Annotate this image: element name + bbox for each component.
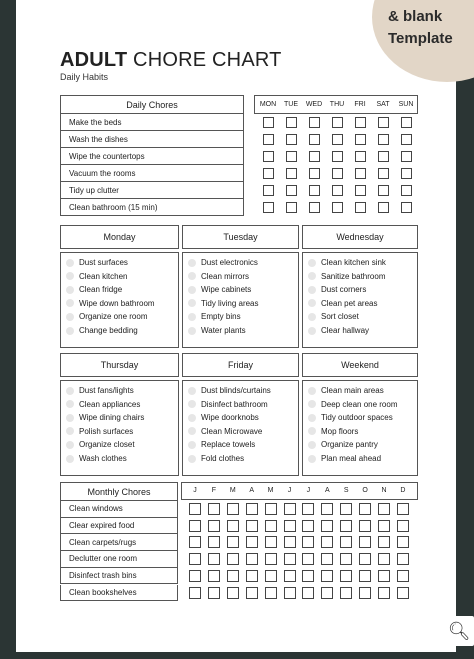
task-circle-icon[interactable] [66,455,74,463]
task-circle-icon[interactable] [308,272,316,280]
month-label: M [267,487,274,494]
daily-checkbox[interactable] [309,151,320,162]
task-circle-icon[interactable] [188,387,196,395]
title-rest: CHORE CHART [133,49,282,71]
weekly-task-item[interactable] [66,427,133,436]
monthly-checkbox[interactable] [397,520,409,532]
monthly-checkbox[interactable] [378,553,390,565]
monthly-checkbox[interactable] [359,520,371,532]
weekly-task-item[interactable] [308,386,384,395]
daily-checkbox[interactable] [309,117,320,128]
weekly-task-item[interactable] [188,386,271,395]
panel-header-thursday: Thursday [60,353,179,377]
monthly-checkbox[interactable] [189,536,201,548]
daily-checkbox[interactable] [401,134,412,145]
panel-header-weekend: Weekend [302,353,418,377]
monthly-checkbox[interactable] [227,553,239,565]
monthly-checkbox[interactable] [246,520,258,532]
daily-checkbox[interactable] [286,151,297,162]
daily-checkbox[interactable] [332,168,343,179]
daily-checkbox[interactable] [286,117,297,128]
daily-checkbox[interactable] [401,151,412,162]
day-label-sat: SAT [376,101,390,108]
month-label: M [229,487,236,494]
task-label: Clean kitchen [79,271,128,281]
daily-checkbox[interactable] [355,117,366,128]
monthly-checkbox[interactable] [246,587,258,599]
daily-chores-header: Daily Chores [60,95,244,114]
task-circle-icon[interactable] [188,327,196,335]
monthly-checkbox[interactable] [284,587,296,599]
monthly-checkbox[interactable] [340,520,352,532]
task-circle-icon[interactable] [66,313,74,321]
daily-checkbox[interactable] [355,185,366,196]
weekly-task-item[interactable] [308,400,398,409]
weekly-task-item[interactable] [66,258,128,267]
task-circle-icon[interactable] [308,299,316,307]
month-label: S [343,487,349,494]
daily-checkbox[interactable] [309,202,320,213]
monthly-checkbox[interactable] [189,503,201,515]
task-circle-icon[interactable] [308,259,316,267]
panel-header-friday: Friday [182,353,299,377]
daily-checkbox[interactable] [378,202,389,213]
task-circle-icon[interactable] [188,427,196,435]
monthly-chore-row: Clear expired food [60,518,178,535]
monthly-checkbox[interactable] [321,587,333,599]
monthly-checkbox[interactable] [265,503,277,515]
daily-checkbox[interactable] [401,202,412,213]
task-label: Clean pet areas [321,298,378,308]
monthly-checkbox[interactable] [265,570,277,582]
task-circle-icon[interactable] [308,327,316,335]
month-label: D [400,487,406,494]
task-circle-icon[interactable] [188,455,196,463]
daily-checkbox[interactable] [309,134,320,145]
daily-checkbox[interactable] [332,185,343,196]
monthly-checkbox[interactable] [302,587,314,599]
daily-checkbox[interactable] [332,202,343,213]
task-label: Dust surfaces [79,258,128,267]
monthly-checkbox[interactable] [284,553,296,565]
daily-chore-row: Clean bathroom (15 min) [60,199,244,216]
monthly-checkbox[interactable] [397,503,409,515]
daily-checkbox[interactable] [378,151,389,162]
task-label: Wipe dining chairs [79,413,145,423]
monthly-checkbox[interactable] [208,553,220,565]
daily-chore-row: Make the beds [60,114,244,131]
task-label: Clean Microwave [201,426,263,436]
weekly-task-item[interactable] [66,440,135,449]
monthly-checkbox[interactable] [321,503,333,515]
task-label: Wash clothes [79,454,127,463]
task-label: Wipe down bathroom [79,298,155,308]
weekly-task-item[interactable] [66,454,127,463]
day-label-fri: FRI [354,101,366,108]
daily-checkbox[interactable] [309,168,320,179]
monthly-checkbox[interactable] [246,570,258,582]
monthly-checkbox[interactable] [265,587,277,599]
daily-checkbox[interactable] [263,151,274,162]
weekly-task-item[interactable] [188,326,246,335]
task-circle-icon[interactable] [308,441,316,449]
daily-checkbox[interactable] [263,168,274,179]
panel-header-tuesday: Tuesday [182,225,299,249]
daily-checkbox[interactable] [309,185,320,196]
daily-checkbox[interactable] [286,202,297,213]
weekly-task-item[interactable] [308,326,369,335]
task-circle-icon[interactable] [188,299,196,307]
task-label: Tidy living areas [201,298,259,308]
weekly-task-item[interactable] [188,427,262,436]
weekly-task-item[interactable] [66,272,127,281]
day-label-sun: SUN [398,101,414,108]
month-label: J [306,487,311,494]
task-circle-icon[interactable] [308,414,316,422]
monthly-checkbox[interactable] [189,520,201,532]
task-label: Clear hallway [321,326,370,335]
task-label: Wipe doorknobs [201,413,259,423]
monthly-chore-row: Disinfect trash bins [60,568,178,585]
monthly-checkbox[interactable] [208,536,220,548]
page-subtitle: Daily Habits [60,72,109,82]
task-circle-icon[interactable] [188,400,196,408]
task-label: Sort closet [321,312,359,322]
daily-checkbox[interactable] [355,202,366,213]
task-circle-icon[interactable] [66,259,74,267]
monthly-checkbox[interactable] [284,520,296,532]
monthly-checkbox[interactable] [397,536,409,548]
task-circle-icon[interactable] [66,400,74,408]
weekly-task-item[interactable] [66,386,134,395]
daily-checkbox[interactable] [401,117,412,128]
monthly-checkbox[interactable] [359,503,371,515]
monthly-checkbox[interactable] [227,520,239,532]
task-circle-icon[interactable] [188,259,196,267]
monthly-checkbox[interactable] [302,520,314,532]
badge-text [388,6,474,50]
daily-checkbox[interactable] [286,168,297,179]
task-circle-icon[interactable] [66,441,74,449]
task-circle-icon[interactable] [66,286,74,294]
monthly-checkbox[interactable] [189,553,201,565]
task-circle-icon[interactable] [188,441,196,449]
daily-chore-row: Tidy up clutter [60,182,244,199]
task-label: Change bedding [79,326,138,335]
monthly-checkbox[interactable] [397,587,409,599]
monthly-checkbox[interactable] [208,570,220,582]
daily-checkbox[interactable] [263,202,274,213]
task-label: Dust fans/lights [79,386,134,395]
monthly-checkbox[interactable] [378,570,390,582]
daily-checkbox[interactable] [378,134,389,145]
day-label-tue: TUE [284,101,298,108]
daily-checkbox[interactable] [286,134,297,145]
month-label: N [381,487,387,494]
task-label: Sanitize bathroom [321,271,386,281]
monthly-checkbox[interactable] [227,536,239,548]
monthly-checkbox[interactable] [265,536,277,548]
weekly-task-item[interactable] [188,400,268,409]
task-circle-icon[interactable] [66,327,74,335]
task-circle-icon[interactable] [66,414,74,422]
task-label: Plan meal ahead [321,454,382,463]
weekly-task-item[interactable] [66,285,122,294]
weekly-task-item[interactable] [308,272,385,281]
weekly-task-item[interactable] [188,258,258,267]
task-label: Organize pantry [321,440,378,450]
monthly-chore-row: Clean bookshelves [60,585,178,602]
monthly-checkbox[interactable] [340,503,352,515]
monthly-checkbox[interactable] [340,570,352,582]
task-circle-icon[interactable] [66,299,74,307]
daily-chore-row: Wipe the countertops [60,148,244,165]
monthly-checkbox[interactable] [265,553,277,565]
task-label: Dust electronics [201,258,258,267]
weekly-task-item[interactable] [188,454,244,463]
monthly-checkbox[interactable] [321,570,333,582]
weekly-task-item[interactable] [188,299,259,308]
task-label: Polish surfaces [79,426,134,436]
badge-line-1: & blank [388,8,443,25]
task-label: Empty bins [201,312,241,322]
daily-checkbox[interactable] [401,168,412,179]
monthly-checkbox[interactable] [321,536,333,548]
weekly-task-item[interactable] [308,285,366,294]
weekly-task-item[interactable] [308,427,358,436]
monthly-checkbox[interactable] [302,553,314,565]
task-label: Disinfect bathroom [201,399,268,409]
panel-header-wednesday: Wednesday [302,225,418,249]
weekly-task-item[interactable] [188,440,255,449]
task-circle-icon[interactable] [308,387,316,395]
monthly-checkbox[interactable] [189,570,201,582]
weekly-task-item[interactable] [66,312,147,321]
monthly-checkbox[interactable] [246,553,258,565]
task-circle-icon[interactable] [188,286,196,294]
task-circle-icon[interactable] [308,427,316,435]
daily-checkbox[interactable] [332,117,343,128]
task-label: Dust blinds/curtains [201,386,271,395]
task-label: Mop floors [321,426,359,436]
monthly-checkbox[interactable] [302,536,314,548]
search-zoom-icon[interactable]: 🔍︎ [444,616,474,646]
monthly-checkbox[interactable] [227,587,239,599]
monthly-checkbox[interactable] [246,536,258,548]
daily-checkbox[interactable] [401,185,412,196]
weekly-task-item[interactable] [308,413,393,422]
monthly-checkbox[interactable] [340,553,352,565]
daily-checkbox[interactable] [263,117,274,128]
month-label: F [211,487,217,494]
weekly-task-item[interactable] [188,272,249,281]
monthly-checkbox[interactable] [340,536,352,548]
task-label: Clean appliances [79,399,141,409]
task-label: Deep clean one room [321,399,398,409]
daily-checkbox[interactable] [355,151,366,162]
monthly-checkbox[interactable] [227,503,239,515]
weekly-task-item[interactable] [66,326,138,335]
task-circle-icon[interactable] [308,313,316,321]
daily-chore-row: Vacuum the rooms [60,165,244,182]
task-label: Clean kitchen sink [321,258,386,267]
task-label: Fold clothes [201,454,245,463]
monthly-checkbox[interactable] [359,570,371,582]
daily-checkbox[interactable] [263,185,274,196]
daily-checkbox[interactable] [263,134,274,145]
daily-chore-row: Wash the dishes [60,131,244,148]
monthly-checkbox[interactable] [208,503,220,515]
daily-checkbox[interactable] [355,168,366,179]
weekly-task-item[interactable] [308,258,386,267]
monthly-checkbox[interactable] [321,520,333,532]
monthly-checkbox[interactable] [246,503,258,515]
panel-header-monday: Monday [60,225,179,249]
task-label: Tidy outdoor spaces [321,413,393,423]
monthly-chore-row: Clean windows [60,501,178,518]
task-label: Organize one room [79,312,148,322]
task-label: Water plants [201,326,246,335]
task-circle-icon[interactable] [188,313,196,321]
weekly-task-item[interactable] [308,454,381,463]
monthly-checkbox[interactable] [284,570,296,582]
monthly-checkbox[interactable] [378,503,390,515]
weekly-task-item[interactable] [66,400,140,409]
monthly-checkbox[interactable] [359,587,371,599]
monthly-checkbox[interactable] [359,536,371,548]
monthly-checkbox[interactable] [189,587,201,599]
badge-line-2: Template [388,30,453,47]
weekly-task-item[interactable] [308,440,378,449]
task-circle-icon[interactable] [308,400,316,408]
weekly-task-item[interactable] [66,299,155,308]
task-label: Organize closet [79,440,135,450]
daily-checkbox[interactable] [378,185,389,196]
page-title [60,49,282,72]
day-label-mon: MON [259,101,277,108]
task-circle-icon[interactable] [308,286,316,294]
task-circle-icon[interactable] [188,272,196,280]
task-label: Clean fridge [79,285,123,295]
weekly-task-item[interactable] [188,285,251,294]
daily-checkbox[interactable] [332,151,343,162]
task-circle-icon[interactable] [308,455,316,463]
monthly-chore-row: Declutter one room [60,551,178,568]
monthly-checkbox[interactable] [208,520,220,532]
weekly-task-item[interactable] [66,413,144,422]
daily-checkbox[interactable] [378,117,389,128]
daily-checkbox[interactable] [286,185,297,196]
task-label: Wipe cabinets [201,285,252,295]
monthly-checkbox[interactable] [302,503,314,515]
monthly-checkbox[interactable] [227,570,239,582]
monthly-chore-row: Clean carpets/rugs [60,534,178,551]
weekly-task-item[interactable] [188,312,241,321]
day-label-wed: WED [305,101,323,108]
monthly-checkbox[interactable] [302,570,314,582]
monthly-checkbox[interactable] [359,553,371,565]
monthly-checkbox[interactable] [340,587,352,599]
task-label: Clean main areas [321,386,384,395]
monthly-checkbox[interactable] [397,553,409,565]
month-label: A [324,487,330,494]
weekly-task-item[interactable] [188,413,259,422]
task-label: Replace towels [201,440,256,450]
monthly-checkbox[interactable] [378,520,390,532]
daily-checkbox[interactable] [378,168,389,179]
monthly-checkbox[interactable] [321,553,333,565]
task-label: Dust corners [321,285,367,295]
monthly-checkbox[interactable] [265,520,277,532]
title-bold: ADULT [60,49,128,71]
weekly-task-item[interactable] [308,312,359,321]
month-label: A [249,487,255,494]
task-circle-icon[interactable] [188,414,196,422]
monthly-checkbox[interactable] [378,587,390,599]
monthly-checkbox[interactable] [284,503,296,515]
monthly-checkbox[interactable] [397,570,409,582]
monthly-chores-header: Monthly Chores [60,482,178,501]
task-circle-icon[interactable] [66,427,74,435]
daily-checkbox[interactable] [332,134,343,145]
weekly-task-item[interactable] [308,299,377,308]
task-circle-icon[interactable] [66,272,74,280]
task-label: Clean mirrors [201,271,250,281]
day-label-thu: THU [329,101,345,108]
task-circle-icon[interactable] [66,387,74,395]
daily-checkbox[interactable] [355,134,366,145]
month-label: J [193,487,197,494]
month-label: J [287,487,292,494]
monthly-checkbox[interactable] [208,587,220,599]
monthly-checkbox[interactable] [378,536,390,548]
month-label: O [362,487,368,494]
monthly-checkbox[interactable] [284,536,296,548]
